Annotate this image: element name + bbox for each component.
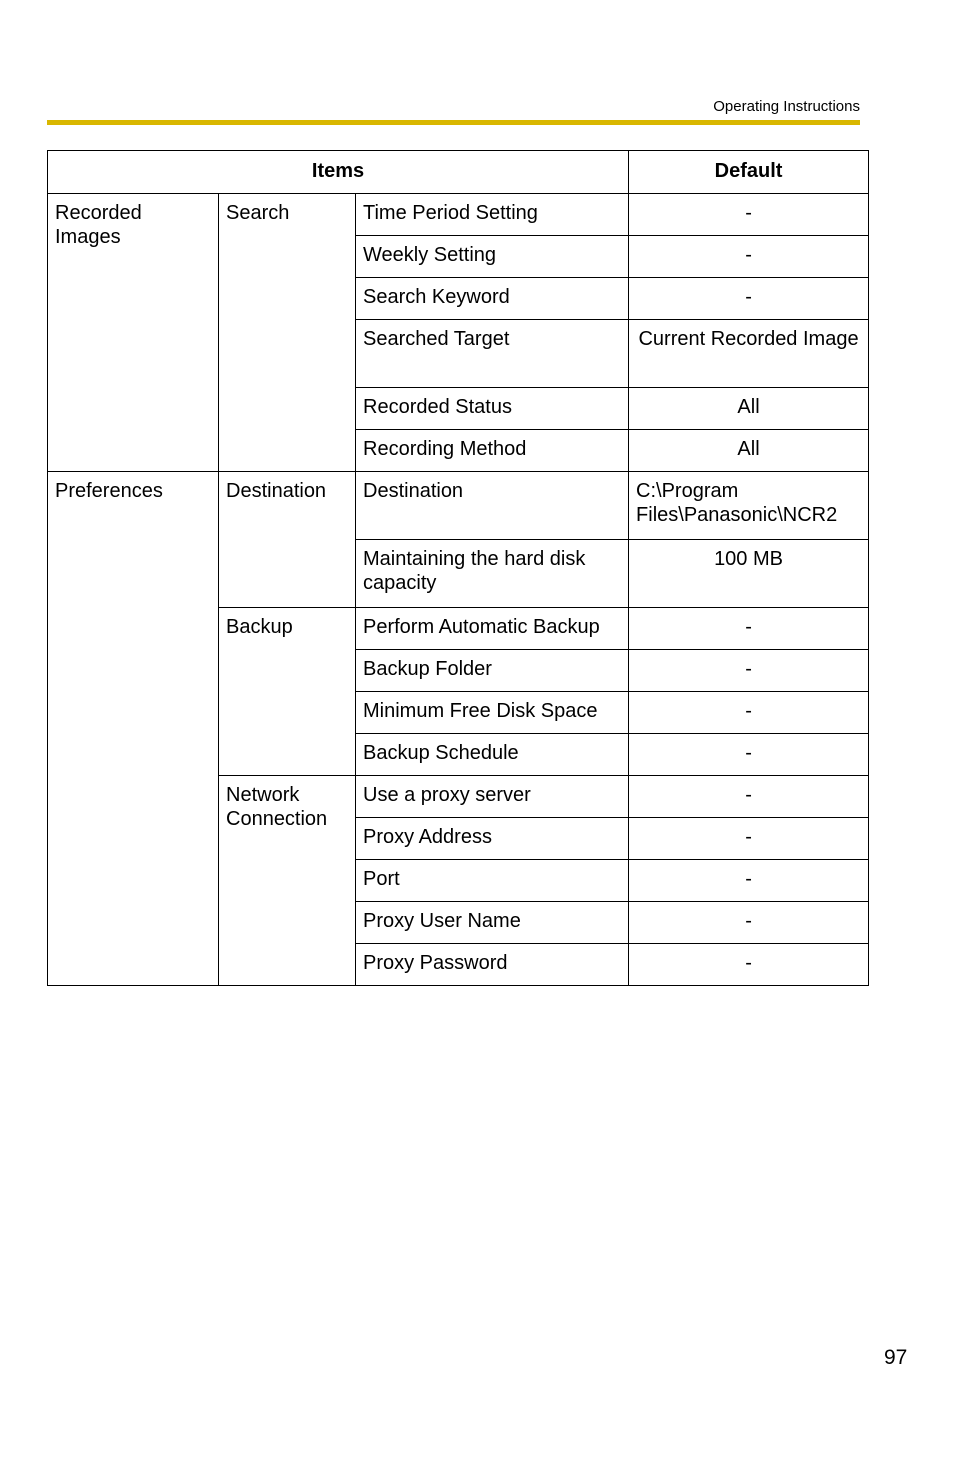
subgroup-cell: Network Connection bbox=[219, 776, 356, 986]
default-cell: - bbox=[629, 776, 869, 818]
default-cell: Current Recorded Image bbox=[629, 320, 869, 388]
item-cell: Minimum Free Disk Space bbox=[356, 692, 629, 734]
header-rule bbox=[47, 120, 860, 125]
running-header: Operating Instructions bbox=[713, 98, 860, 115]
settings-defaults-table bbox=[47, 150, 869, 986]
default-cell: - bbox=[629, 818, 869, 860]
default-cell: - bbox=[629, 692, 869, 734]
default-cell: - bbox=[629, 860, 869, 902]
default-cell: - bbox=[629, 278, 869, 320]
table-row bbox=[48, 194, 869, 236]
default-cell: C:\Program Files\Panasonic\NCR2 bbox=[629, 472, 869, 540]
item-cell: Proxy User Name bbox=[356, 902, 629, 944]
item-cell: Proxy Password bbox=[356, 944, 629, 986]
default-cell: - bbox=[629, 608, 869, 650]
item-cell: Backup Schedule bbox=[356, 734, 629, 776]
default-cell: - bbox=[629, 194, 869, 236]
item-cell: Time Period Setting bbox=[356, 194, 629, 236]
table-row bbox=[48, 472, 869, 540]
item-cell: Proxy Address bbox=[356, 818, 629, 860]
item-cell: Use a proxy server bbox=[356, 776, 629, 818]
default-cell: All bbox=[629, 430, 869, 472]
page-number: 97 bbox=[884, 1346, 908, 1369]
item-cell: Search Keyword bbox=[356, 278, 629, 320]
default-cell: - bbox=[629, 734, 869, 776]
subgroup-cell: Backup bbox=[219, 608, 356, 776]
default-cell: 100 MB bbox=[629, 540, 869, 608]
default-cell: - bbox=[629, 902, 869, 944]
item-cell: Recording Method bbox=[356, 430, 629, 472]
item-cell: Backup Folder bbox=[356, 650, 629, 692]
item-cell: Recorded Status bbox=[356, 388, 629, 430]
default-header: Default bbox=[629, 151, 869, 194]
item-cell: Weekly Setting bbox=[356, 236, 629, 278]
category-cell: Recorded Images bbox=[48, 194, 219, 472]
item-cell: Destination bbox=[356, 472, 629, 540]
item-cell: Perform Automatic Backup bbox=[356, 608, 629, 650]
category-cell: Preferences bbox=[48, 472, 219, 986]
item-cell: Port bbox=[356, 860, 629, 902]
subgroup-cell: Destination bbox=[219, 472, 356, 608]
default-cell: - bbox=[629, 236, 869, 278]
default-cell: - bbox=[629, 650, 869, 692]
items-header: Items bbox=[48, 151, 629, 194]
default-cell: - bbox=[629, 944, 869, 986]
item-cell: Maintaining the hard disk capacity bbox=[356, 540, 629, 608]
default-cell: All bbox=[629, 388, 869, 430]
subgroup-cell: Search bbox=[219, 194, 356, 472]
item-cell: Searched Target bbox=[356, 320, 629, 388]
